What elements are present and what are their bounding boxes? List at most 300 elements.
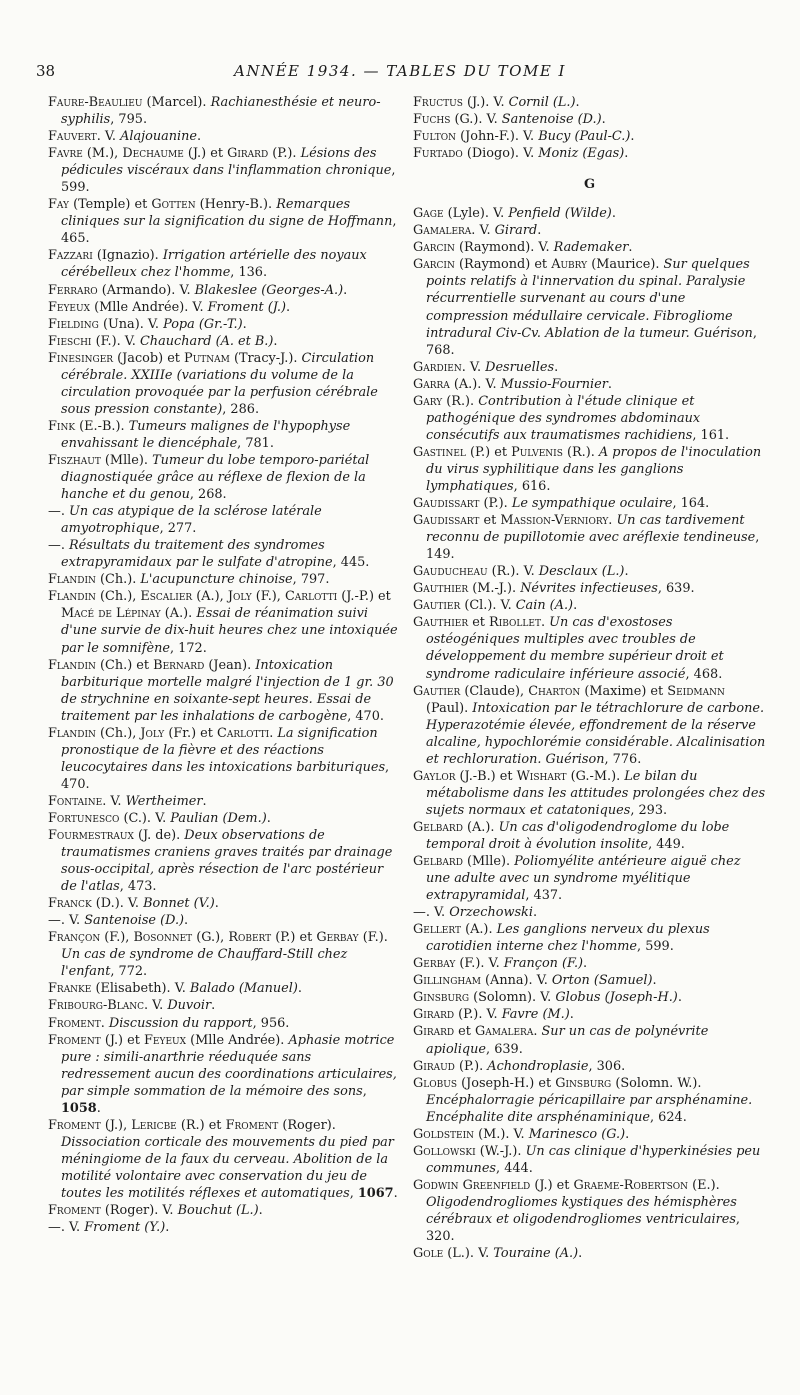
entry-text: Orton (Samuel) bbox=[551, 973, 653, 989]
entry-text: Joly bbox=[140, 725, 165, 741]
index-entry bbox=[413, 1006, 766, 1023]
entry-text: (F.), bbox=[251, 589, 285, 605]
entry-text: Giraud bbox=[413, 1058, 455, 1074]
entry-text: Seidmann bbox=[667, 683, 725, 699]
entry-text: (A.). bbox=[460, 922, 497, 938]
entry-text: . bbox=[100, 1015, 109, 1031]
entry-text: (Elisabeth). V. bbox=[91, 981, 190, 997]
entry-text: Fulton bbox=[413, 129, 456, 145]
entry-text: . bbox=[652, 973, 657, 989]
index-entry bbox=[48, 810, 401, 827]
entry-text: Gauthier bbox=[413, 581, 469, 597]
entry-text: Bouchut (L.) bbox=[177, 1203, 259, 1219]
entry-text: Sur quelques points relatifs à l'innervation du spinal. Paralysie récurrentielle survenant au cours d'une compression médullaire cervicale. Fibrogliome intradural Civ-Cv. Ablation de la tumeur. Guérison bbox=[426, 257, 753, 341]
entry-text: , 470. bbox=[61, 759, 390, 792]
entry-text: (Armando). V. bbox=[97, 282, 195, 298]
entry-text: Un cas d'oligodendroglome du lobe temporal droit à évolution insolite bbox=[426, 819, 730, 852]
index-entry bbox=[413, 1023, 766, 1057]
entry-text: Fructus bbox=[413, 95, 463, 110]
entry-text: . bbox=[575, 95, 580, 110]
entry-text: (F.). bbox=[358, 930, 388, 946]
index-entry bbox=[413, 1126, 766, 1143]
entry-text: Gary bbox=[413, 393, 443, 409]
entry-text: . bbox=[532, 905, 538, 921]
entry-text: Fribourg-Blanc bbox=[48, 998, 144, 1014]
entry-text: . bbox=[96, 1100, 101, 1116]
index-entry bbox=[48, 333, 401, 350]
index-entry bbox=[413, 768, 766, 819]
entry-text: Gotten bbox=[151, 197, 196, 213]
entry-text: —. V. bbox=[413, 905, 450, 921]
index-entry bbox=[413, 145, 766, 162]
entry-text: , 445. bbox=[332, 555, 370, 571]
entry-text: Mussio-Fournier bbox=[500, 376, 608, 392]
entry-text: (Diogo). V. bbox=[462, 146, 539, 162]
entry-text: (Maxime) et bbox=[580, 683, 668, 699]
entry-text: Encéphalorragie péricapillaire par arsphénamine. Encéphalite dite arsphénaminique bbox=[426, 1092, 753, 1125]
entry-text: Gage bbox=[413, 206, 444, 222]
index-entry bbox=[48, 282, 401, 299]
entry-text: . bbox=[611, 206, 616, 222]
entry-text: (P.). V. bbox=[454, 1007, 502, 1023]
entry-text: . bbox=[269, 725, 278, 741]
entry-text: Le bilan du métabolisme dans les attitudes prolongées chez des sujets normaux et catatoniques bbox=[426, 768, 766, 818]
entry-text: , 956. bbox=[252, 1015, 290, 1031]
entry-text: L'acupuncture chinoise bbox=[140, 572, 293, 588]
entry-text: , 768. bbox=[426, 325, 757, 358]
entry-text: , 268. bbox=[189, 487, 227, 503]
entry-text: Girard bbox=[494, 223, 538, 239]
index-entry bbox=[413, 128, 766, 145]
entry-text: Gelbard bbox=[413, 819, 463, 835]
entry-text: Gautier bbox=[413, 598, 461, 614]
entry-text: . bbox=[625, 1126, 630, 1142]
entry-text: Cornil (L.) bbox=[508, 95, 576, 110]
entry-text: , 795. bbox=[110, 112, 148, 128]
entry-text: Bucy (Paul-C.) bbox=[538, 129, 631, 145]
index-entry bbox=[48, 94, 401, 128]
entry-text: Garra bbox=[413, 376, 450, 392]
entry-text: Girard bbox=[413, 1024, 455, 1040]
entry-text: (A.). bbox=[462, 819, 499, 835]
index-entry bbox=[48, 588, 401, 656]
entry-text: Froment bbox=[48, 1032, 101, 1048]
entry-text: (John-F.). V. bbox=[456, 129, 539, 145]
index-entry bbox=[48, 316, 401, 333]
entry-text: (Mlle Andrée). bbox=[186, 1032, 289, 1048]
entry-text: (E.-B.). bbox=[75, 418, 129, 434]
entry-text: (Joseph-H.) et bbox=[456, 1075, 556, 1091]
entry-text: Furtado bbox=[413, 146, 463, 162]
entry-text: . V. bbox=[471, 223, 495, 239]
page-number: 38 bbox=[36, 62, 56, 80]
entry-text: Franck bbox=[48, 896, 92, 912]
entry-text: La signification pronostique de la fièvre et des réactions leucocytaires dans les intoxications barbituriques bbox=[61, 725, 386, 775]
entry-text: Carlotti bbox=[217, 725, 270, 741]
entry-text: (R.) et bbox=[176, 1117, 226, 1133]
entry-text: Fiszhaut bbox=[48, 452, 101, 468]
entry-text: Françon bbox=[48, 930, 101, 946]
entry-text: (Marcel). bbox=[142, 95, 211, 110]
entry-text: (D.). V. bbox=[91, 896, 144, 912]
entry-text: , 172. bbox=[170, 640, 207, 656]
entry-text: Gerbay bbox=[413, 956, 456, 972]
entry-text: , 437. bbox=[525, 888, 563, 904]
entry-text: Poliomyélite antérieure aiguë chez une adulte avec un syndrome myélitique extrapyramidal bbox=[426, 854, 741, 904]
entry-text: (A.), bbox=[192, 589, 228, 605]
entry-text: Tumeur du lobe temporo-pariétal diagnostiquée grâce au réflexe de flexion de la hanche et du genou bbox=[61, 452, 370, 503]
index-entry bbox=[413, 1075, 766, 1126]
entry-text: , 599. bbox=[61, 163, 396, 196]
left-column bbox=[48, 94, 401, 1236]
entry-text: Gardien bbox=[413, 359, 462, 375]
entry-text: Un cas d'exostoses ostéogéniques multiples avec troubles de développement du membre supérieur droit et syndrome radiculaire inférieure associé bbox=[426, 615, 724, 682]
entry-text: Faure-Beaulieu bbox=[48, 95, 143, 110]
entry-text: Joly bbox=[227, 589, 252, 605]
entry-text: Oligodendrogliomes kystiques des hémisphères cérébraux et oligodendrogliomes ventriculaires bbox=[426, 1194, 737, 1227]
entry-text: (A.). bbox=[160, 606, 197, 622]
entry-text: (P.) et bbox=[465, 444, 512, 460]
index-entry bbox=[48, 503, 401, 537]
index-entry bbox=[48, 827, 401, 895]
entry-text: Gaudissart bbox=[413, 496, 480, 512]
entry-text: Marinesco (G.) bbox=[528, 1126, 626, 1142]
entry-text: Lésions des pédicules viscéraux dans l'inflammation chronique bbox=[61, 146, 392, 179]
entry-text: (Paul). bbox=[426, 700, 473, 716]
entry-text: (Una). V. bbox=[98, 316, 164, 332]
entry-text: (E.). bbox=[688, 1177, 720, 1193]
entry-text: . bbox=[607, 376, 612, 392]
entry-text: (Ch.). bbox=[95, 572, 141, 588]
entry-text: . bbox=[630, 129, 635, 145]
entry-text: Girard bbox=[413, 1007, 455, 1023]
entry-text: , 277. bbox=[159, 521, 197, 537]
index-entry bbox=[413, 989, 766, 1006]
entry-text: (Ch.) et bbox=[95, 657, 154, 673]
entry-text: Fortunesco bbox=[48, 810, 120, 826]
entry-text: Garcin bbox=[413, 257, 455, 273]
index-entry bbox=[413, 256, 766, 358]
entry-text: , bbox=[349, 1186, 358, 1201]
entry-text: Cain (A.) bbox=[515, 598, 574, 614]
entry-text: (Lyle). V. bbox=[443, 206, 509, 222]
entry-text: Blakeslee (Georges-A.) bbox=[194, 282, 344, 298]
entry-text: Contribution à l'étude clinique et pathogénique des syndromes abdominaux consécutifs aux traumatismes rachidiens bbox=[426, 393, 701, 443]
entry-text: —. bbox=[48, 538, 70, 554]
entry-text: Dissociation corticale des mouvements du pied par méningiome de la faux du cerveau. Abolition de la motilité volontaire avec conservation du jeu de toutes les motilités réflexes et automatiques bbox=[61, 1134, 394, 1201]
entry-text: (Ch.), bbox=[95, 589, 141, 605]
entry-text: Deux observations de traumatismes craniens graves traités par drainage sous-occipital, après résection de l'arc postérieur de l'atlas bbox=[61, 828, 393, 895]
index-entry bbox=[413, 597, 766, 614]
entry-text: , 639. bbox=[657, 581, 695, 597]
entry-text: . bbox=[184, 913, 189, 929]
entry-text: Penfield (Wilde) bbox=[508, 206, 612, 222]
entry-text: Wishart bbox=[516, 768, 567, 784]
entry-text: Robert bbox=[228, 930, 272, 946]
entry-text: Desruelles bbox=[485, 359, 555, 375]
entry-text: (M.-J.). bbox=[468, 581, 521, 597]
entry-text: Les ganglions nerveux du plexus carotidien interne chez l'homme bbox=[426, 922, 710, 955]
entry-text: (Roger). V. bbox=[100, 1203, 178, 1219]
entry-text: , 136. bbox=[230, 265, 268, 281]
index-entry bbox=[413, 393, 766, 444]
entry-text: Escalier bbox=[140, 589, 193, 605]
index-entry bbox=[48, 452, 401, 503]
entry-text: Finesinger bbox=[48, 350, 114, 366]
entry-text: . bbox=[393, 1186, 398, 1201]
entry-text: Duvoir bbox=[167, 998, 212, 1014]
entry-text: Gamalera bbox=[413, 223, 472, 239]
entry-text: (Solomn). V. bbox=[469, 990, 556, 1006]
entry-text: , 293. bbox=[630, 802, 668, 818]
entry-text: Orzechowski bbox=[449, 905, 533, 921]
entry-text: Froment bbox=[48, 1203, 101, 1219]
index-entry bbox=[413, 819, 766, 853]
entry-text: Favre bbox=[48, 146, 83, 162]
entry-text: Chauchard (A. et B.) bbox=[139, 333, 274, 349]
entry-text: Intoxication par le tétrachlorure de carbone. Hyperazotémie élevée, effondrement de la réserve alcaline, hypochlorémie considérable. Alcalinisation et rechloruration. Guérison bbox=[426, 700, 766, 767]
entry-text: Froment (Y.) bbox=[84, 1220, 166, 1236]
index-entry bbox=[48, 725, 401, 793]
entry-text: . bbox=[258, 1203, 263, 1219]
entry-text: . bbox=[573, 598, 578, 614]
entry-text: Gautier bbox=[413, 683, 461, 699]
entry-text: . bbox=[554, 359, 559, 375]
entry-text: Fauvert bbox=[48, 129, 97, 145]
entry-text: (F.). V. bbox=[91, 333, 140, 349]
entry-text: Aubry bbox=[551, 257, 588, 273]
entry-text: Girard bbox=[227, 146, 269, 162]
index-entry bbox=[48, 657, 401, 725]
entry-text: Carlotti bbox=[284, 589, 338, 605]
index-entry bbox=[48, 350, 401, 418]
entry-text: Ribollet bbox=[489, 615, 541, 631]
entry-text: (Solomn. W.). bbox=[611, 1075, 702, 1091]
entries-f-continued bbox=[413, 94, 766, 162]
entry-text: (J.-P.) et bbox=[337, 589, 391, 605]
entry-text: (Ignazio). bbox=[92, 248, 163, 264]
index-entry bbox=[413, 955, 766, 972]
entry-text: (Tracy-J.). bbox=[229, 350, 302, 366]
index-entry bbox=[48, 929, 401, 980]
entry-text: Irrigation artérielle des noyaux cérébelleux chez l'homme bbox=[61, 248, 367, 281]
entry-text: , bbox=[362, 1083, 367, 1099]
entry-text: , 473. bbox=[119, 879, 157, 895]
entry-text: Gastinel bbox=[413, 444, 466, 460]
entry-text: (P.) et bbox=[271, 930, 317, 946]
entry-text: (Mlle). bbox=[462, 854, 515, 870]
entry-text: . bbox=[578, 1246, 583, 1262]
index-entry bbox=[48, 1219, 401, 1236]
entry-text: Circulation cérébrale. XXIIIe (variations du volume de la circulation provoquée par la perfusion cérébrale sous pression constante) bbox=[61, 350, 378, 417]
entry-text: Charton bbox=[528, 683, 581, 699]
entry-text: Dechaume bbox=[122, 146, 184, 162]
entry-text: Gaudissart bbox=[413, 513, 480, 529]
entry-text: Flandin bbox=[48, 589, 96, 605]
index-entry bbox=[48, 793, 401, 810]
entry-text: Françon (F.) bbox=[503, 956, 584, 972]
entry-text: (J.) et bbox=[183, 146, 228, 162]
entry-text: . V. bbox=[96, 129, 121, 145]
entry-text: (C.). V. bbox=[119, 810, 171, 826]
entry-text: Gauducheau bbox=[413, 564, 488, 580]
entry-text: (Raymond) et bbox=[454, 257, 552, 273]
entry-text: (L.). V. bbox=[443, 1246, 494, 1262]
index-entry bbox=[413, 239, 766, 256]
entry-text: . bbox=[202, 793, 207, 809]
entry-text: Graeme-Robertson bbox=[573, 1177, 689, 1193]
entry-text: . bbox=[197, 129, 202, 145]
entry-text: Gamalera bbox=[475, 1024, 534, 1040]
entry-text: . bbox=[211, 998, 216, 1014]
entry-text: Fink bbox=[48, 418, 76, 434]
entry-text: , 161. bbox=[692, 427, 730, 443]
index-entry bbox=[48, 196, 401, 247]
entry-text: , 320. bbox=[426, 1212, 741, 1245]
entry-text: (Jacob) et bbox=[113, 350, 185, 366]
entry-text: Fontaine bbox=[48, 793, 103, 809]
entry-text: Pulvenis bbox=[511, 444, 563, 460]
entry-text: Paulian (Dem.) bbox=[170, 810, 267, 826]
entry-text: Wertheimer bbox=[125, 793, 203, 809]
entry-text: (A.). V. bbox=[449, 376, 501, 392]
entry-text: Rademaker bbox=[553, 240, 629, 256]
entry-text: . bbox=[285, 299, 291, 315]
index-entry bbox=[413, 94, 766, 111]
entry-text: . bbox=[624, 564, 629, 580]
entry-text: , 306. bbox=[588, 1058, 626, 1074]
entry-text: . bbox=[624, 146, 629, 162]
entry-text: (P.). bbox=[479, 496, 512, 512]
entry-text: Touraine (A.) bbox=[493, 1246, 579, 1262]
entry-text: Massion-Verniory bbox=[500, 513, 609, 529]
index-entry bbox=[48, 997, 401, 1014]
index-entry bbox=[413, 614, 766, 682]
entry-text: . bbox=[533, 1024, 542, 1040]
entry-text: Gole bbox=[413, 1246, 444, 1262]
entry-text: Desclaux (L.) bbox=[538, 564, 625, 580]
entry-text: , 465. bbox=[61, 214, 397, 247]
entry-text: Gollowski bbox=[413, 1143, 476, 1159]
entry-text: Remarques cliniques sur la signification du signe de Hoffmann bbox=[61, 197, 393, 230]
entry-text: , 797. bbox=[292, 572, 330, 588]
index-entry bbox=[48, 1015, 401, 1032]
entry-text: Tumeurs malignes de l'hypophyse envahissant le diencéphale bbox=[61, 418, 351, 451]
entry-text: Discussion du rapport bbox=[108, 1015, 253, 1031]
entry-text: (M.). V. bbox=[474, 1126, 529, 1142]
entry-text: Lericbe bbox=[131, 1117, 177, 1133]
entry-text: Garcin bbox=[413, 240, 455, 256]
entry-text: Greenfield bbox=[462, 1177, 531, 1193]
entry-text: , 149. bbox=[426, 530, 760, 563]
entry-text: Putnam bbox=[184, 350, 230, 366]
entry-text: (R.). bbox=[562, 444, 599, 460]
entry-text: 1058 bbox=[61, 1100, 97, 1116]
entry-text: . bbox=[214, 896, 219, 912]
entry-text: . bbox=[165, 1220, 170, 1236]
index-entry bbox=[413, 444, 766, 495]
entry-text: Globus bbox=[413, 1075, 457, 1091]
entry-text: Froment (J.) bbox=[207, 299, 286, 315]
entry-text: . bbox=[601, 112, 606, 128]
entry-text: Résultats du traitement des syndromes extrapyramidaux par le sulfate d'atropine bbox=[61, 538, 333, 571]
entry-text: (G.). V. bbox=[450, 112, 502, 128]
index-entry bbox=[413, 1245, 766, 1262]
entry-text: (Henry-B.). bbox=[195, 197, 277, 213]
right-column bbox=[413, 94, 766, 1262]
entry-text: (J.-B.) et bbox=[455, 768, 517, 784]
index-entry bbox=[413, 853, 766, 904]
entry-text: , 470. bbox=[347, 708, 384, 724]
entry-text: (Anna). V. bbox=[480, 973, 552, 989]
entry-text: (F.). V. bbox=[455, 956, 504, 972]
index-entry bbox=[48, 128, 401, 145]
entry-text: —. bbox=[48, 504, 70, 520]
index-entry bbox=[48, 299, 401, 316]
entry-text: (Ch.), bbox=[95, 725, 141, 741]
entry-text: Gerbay bbox=[316, 930, 359, 946]
entry-text: Ginsburg bbox=[413, 990, 470, 1006]
entry-text: (J.) et bbox=[100, 1032, 145, 1048]
index-entry bbox=[413, 359, 766, 376]
entry-text: (Mlle). bbox=[100, 452, 153, 468]
entry-text: Flandin bbox=[48, 572, 96, 588]
entry-text: (Claude), bbox=[460, 683, 529, 699]
entry-text: Rachianesthésie et neuro-syphilis bbox=[61, 95, 381, 128]
entry-text: Gellert bbox=[413, 922, 461, 938]
section-letter: G bbox=[583, 177, 596, 193]
entry-text: Ferraro bbox=[48, 282, 98, 298]
entry-text: et bbox=[479, 513, 501, 529]
index-entry bbox=[413, 205, 766, 222]
entry-text: , 449. bbox=[648, 836, 685, 852]
entry-text: , 776. bbox=[604, 751, 642, 767]
entry-text: (J. de). bbox=[133, 828, 185, 844]
entry-text: (Roger). bbox=[278, 1117, 336, 1133]
entry-text: . V. bbox=[102, 793, 126, 809]
entry-text: A propos de l'inoculation du virus syphilitique dans les ganglions lymphatiques bbox=[426, 444, 762, 494]
entry-text: Achondroplasie bbox=[487, 1058, 589, 1074]
entry-text: Bernard bbox=[153, 657, 205, 673]
entry-text: Fielding bbox=[48, 316, 99, 332]
entry-text: Godwin bbox=[413, 1177, 459, 1193]
entry-text: Un cas de syndrome de Chauffard-Still chez l'enfant bbox=[61, 947, 348, 980]
entry-text: et bbox=[468, 615, 490, 631]
entry-text: (J.), bbox=[100, 1117, 132, 1133]
index-entry bbox=[413, 512, 766, 563]
entry-text: Fuchs bbox=[413, 112, 451, 128]
entry-text: , 286. bbox=[222, 401, 260, 417]
entry-text: (G.), bbox=[192, 930, 229, 946]
entry-text: Feyeux bbox=[48, 299, 90, 315]
entry-text: Flandin bbox=[48, 657, 96, 673]
entry-text: (Fr.) et bbox=[164, 725, 218, 741]
index-entry bbox=[413, 222, 766, 239]
entry-text: Santenoise (D.) bbox=[84, 913, 185, 929]
running-title: ANNÉE 1934. — TABLES DU TOME I bbox=[234, 62, 566, 80]
entry-text: Gaylor bbox=[413, 768, 456, 784]
entry-text: Favre (M.) bbox=[501, 1007, 570, 1023]
entry-text: . bbox=[537, 223, 542, 239]
entry-text: , 616. bbox=[513, 478, 551, 494]
index-entry bbox=[413, 563, 766, 580]
entry-text: , 444. bbox=[496, 1160, 533, 1176]
entry-text: (W.-J.). bbox=[475, 1143, 526, 1159]
index-entry bbox=[48, 247, 401, 281]
page-header bbox=[36, 62, 764, 84]
entry-text: (Maurice). bbox=[587, 257, 664, 273]
entry-text: . V. bbox=[461, 359, 486, 375]
